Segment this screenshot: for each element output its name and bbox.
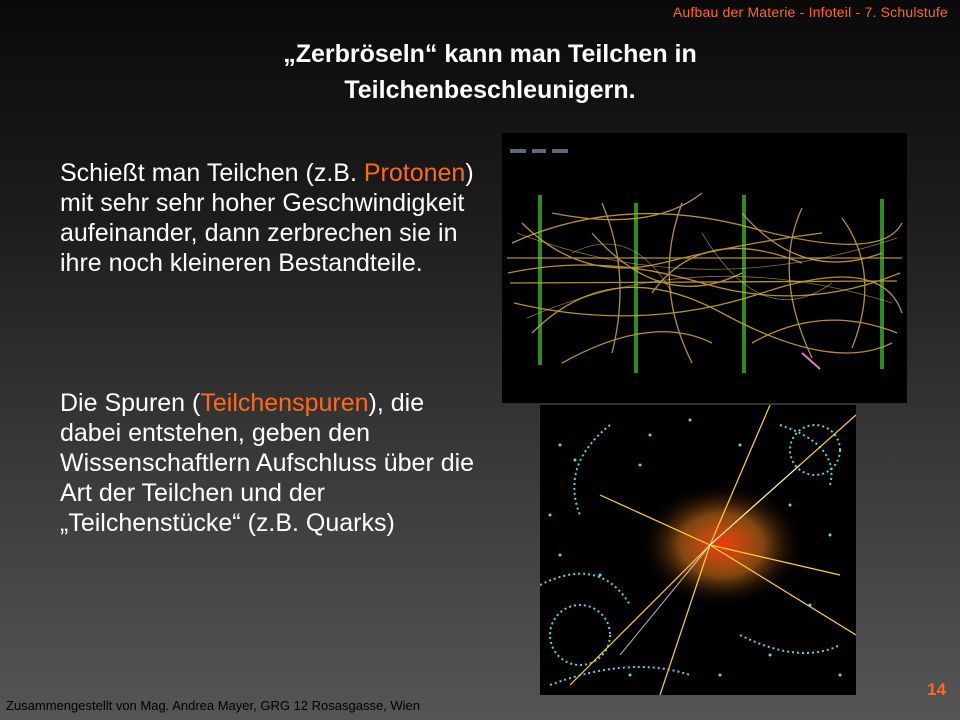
- course-header: Aufbau der Materie - Infoteil - 7. Schulstufe: [672, 4, 948, 20]
- paragraph-protons-text-2: ) mit sehr sehr hoher Geschwindigkeit aufeinander, dann zerbrechen sie in ihre noch kleineren Bestandteile.: [60, 159, 474, 277]
- paragraph-tracks: [60, 388, 480, 538]
- particle-shower-image: [540, 405, 856, 695]
- slide-title: [180, 36, 800, 108]
- collision-tracks-image: [502, 133, 907, 403]
- slide-title-line-2: Teilchenbeschleunigern.: [344, 76, 636, 104]
- highlight-teilchenspuren: Teilchenspuren: [200, 389, 369, 417]
- footer-credit: Zusammengestellt von Mag. Andrea Mayer, GRG 12 Rosasgasse, Wien: [6, 698, 421, 713]
- page-number: 14: [927, 680, 946, 699]
- highlight-protonen: Protonen: [363, 159, 466, 187]
- paragraph-tracks-text-1: Die Spuren (: [60, 389, 201, 417]
- paragraph-tracks-text-2: ), die dabei entstehen, geben den Wissenschaftlern Aufschluss über die Art der Teilchen und der „Teilchenstücke“ (z.B. Quarks): [60, 389, 475, 537]
- slide-title-line-1: „Zerbröseln“ kann man Teilchen in: [283, 40, 697, 68]
- paragraph-protons-text-1: Schießt man Teilchen (z.B.: [60, 159, 364, 187]
- paragraph-protons: [60, 158, 480, 278]
